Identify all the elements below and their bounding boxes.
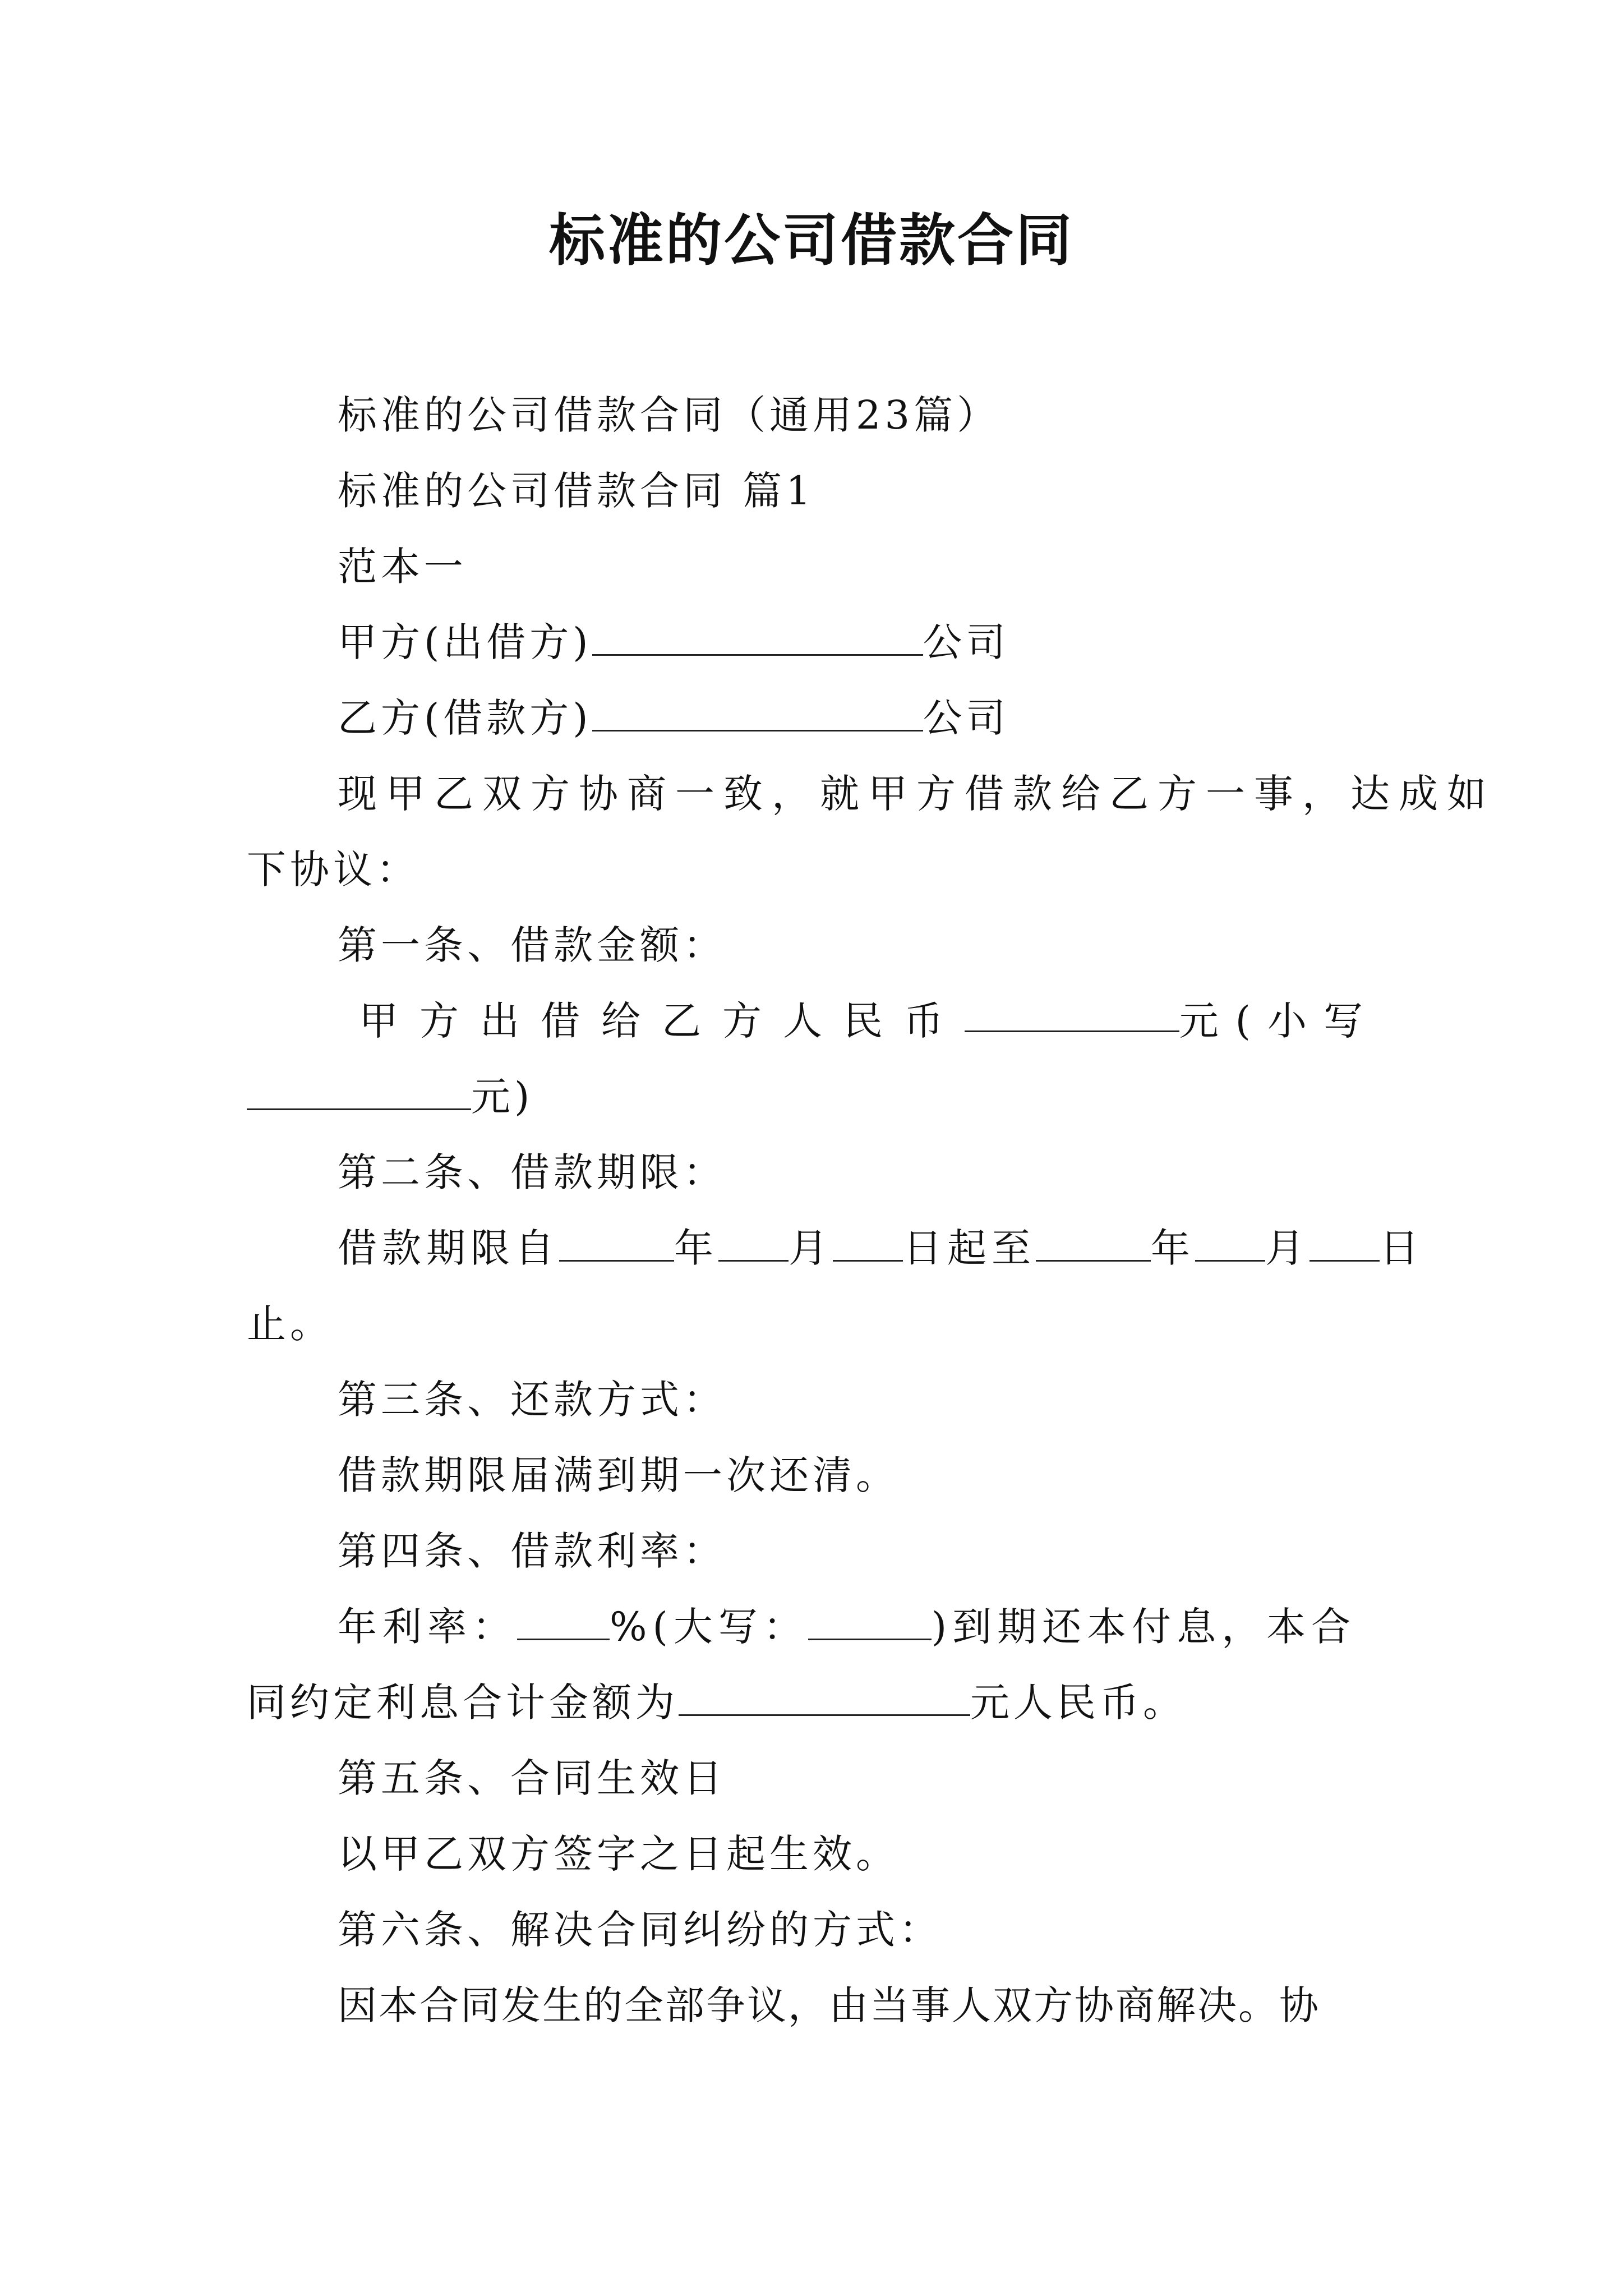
party-b-line: [338, 693, 1009, 743]
party-a-suffix: 公司: [923, 619, 1009, 665]
interest-total-suffix: 元人民币。: [970, 1680, 1186, 1726]
dispute-line: [338, 1980, 1320, 2031]
interest-rate-line: [338, 1602, 1356, 1652]
end-year-blank: [1036, 1225, 1151, 1262]
start-year-blank: [559, 1225, 674, 1262]
end-month-unit: 月: [1265, 1225, 1310, 1271]
template-label-text: 范本一: [338, 544, 467, 590]
start-month-blank: [718, 1225, 789, 1262]
start-month-unit: 月: [789, 1225, 833, 1271]
article-3-heading: [338, 1374, 726, 1425]
section-heading-text: 标准的公司借款合同 篇1: [338, 468, 815, 514]
repayment-text: 借款期限届满到期一次还清。: [338, 1452, 899, 1498]
article-4-heading-text: 第四条、借款利率：: [338, 1528, 726, 1574]
interest-total-blank: [679, 1680, 970, 1716]
interest-rate-capital-blank: [808, 1604, 932, 1640]
loan-period-line: [338, 1223, 1424, 1273]
end-day-unit: 日: [1380, 1225, 1424, 1271]
dispute-text: 因本合同发生的全部争议，由当事人双方协商解决。协: [338, 1982, 1320, 2028]
loan-amount-small-blank: [247, 1074, 471, 1110]
loan-period-end-text: 止。: [247, 1301, 333, 1347]
party-a-blank: [592, 619, 923, 656]
section-heading: [338, 466, 815, 516]
loan-amount-small-suffix: 元): [471, 1074, 534, 1120]
effective-date-text: 以甲乙双方签字之日起生效。: [338, 1831, 899, 1877]
party-a-line: [338, 617, 1009, 668]
document-title: 标准的公司借款合同: [549, 207, 1074, 273]
interest-rate-label: 年利率：: [338, 1604, 517, 1650]
loan-amount-blank: [965, 996, 1179, 1032]
article-4-heading: [338, 1526, 726, 1576]
article-3-heading-text: 第三条、还款方式：: [338, 1377, 726, 1423]
loan-period-label: 借款期限自: [338, 1225, 559, 1271]
interest-total-label: 同约定利息合计金额为: [247, 1680, 679, 1726]
end-day-blank: [1310, 1225, 1380, 1262]
start-day-blank: [833, 1225, 903, 1262]
end-year-unit: 年: [1151, 1225, 1195, 1271]
preamble-line-2: [247, 844, 419, 895]
article-1-heading-text: 第一条、借款金额：: [338, 922, 726, 968]
interest-rate-blank: [517, 1604, 610, 1640]
loan-amount-label: 甲方出借给乙方人民币: [359, 998, 965, 1044]
loan-amount-line: [359, 996, 1380, 1046]
effective-date-line: [338, 1829, 899, 1879]
article-2-heading-text: 第二条、借款期限：: [338, 1149, 726, 1195]
start-year-unit: 年: [674, 1225, 718, 1271]
loan-amount-unit: 元(小写: [1179, 998, 1380, 1044]
subtitle-text: 标准的公司借款合同（通用23篇）: [338, 392, 1000, 438]
start-day-unit: 日起至: [903, 1225, 1036, 1271]
end-month-blank: [1195, 1225, 1265, 1262]
loan-amount-line-2: [247, 1071, 533, 1122]
article-5-heading: [338, 1753, 726, 1803]
repayment-line: [338, 1450, 899, 1501]
article-2-heading: [338, 1147, 726, 1198]
template-label: [338, 541, 467, 592]
article-1-heading: [338, 920, 726, 970]
preamble-text-2: 下协议：: [247, 846, 419, 892]
party-a-label: 甲方(出借方): [338, 619, 592, 665]
article-6-heading: [338, 1904, 942, 1955]
party-b-label: 乙方(借款方): [338, 695, 592, 741]
preamble-line-1: [338, 769, 1495, 819]
interest-total-line: [247, 1677, 1186, 1728]
loan-period-line-2: [247, 1299, 333, 1349]
subtitle-line: [338, 390, 1000, 440]
party-b-blank: [592, 695, 923, 731]
article-6-heading-text: 第六条、解决合同纠纷的方式：: [338, 1907, 942, 1953]
preamble-text-1: 现甲乙双方协商一致，就甲方借款给乙方一事，达成如: [338, 771, 1495, 817]
interest-rate-suffix: )到期还本付息，本合: [931, 1604, 1357, 1650]
article-5-heading-text: 第五条、合同生效日: [338, 1755, 726, 1801]
interest-rate-capital-label: %(大写：: [610, 1604, 808, 1650]
party-b-suffix: 公司: [923, 695, 1009, 741]
